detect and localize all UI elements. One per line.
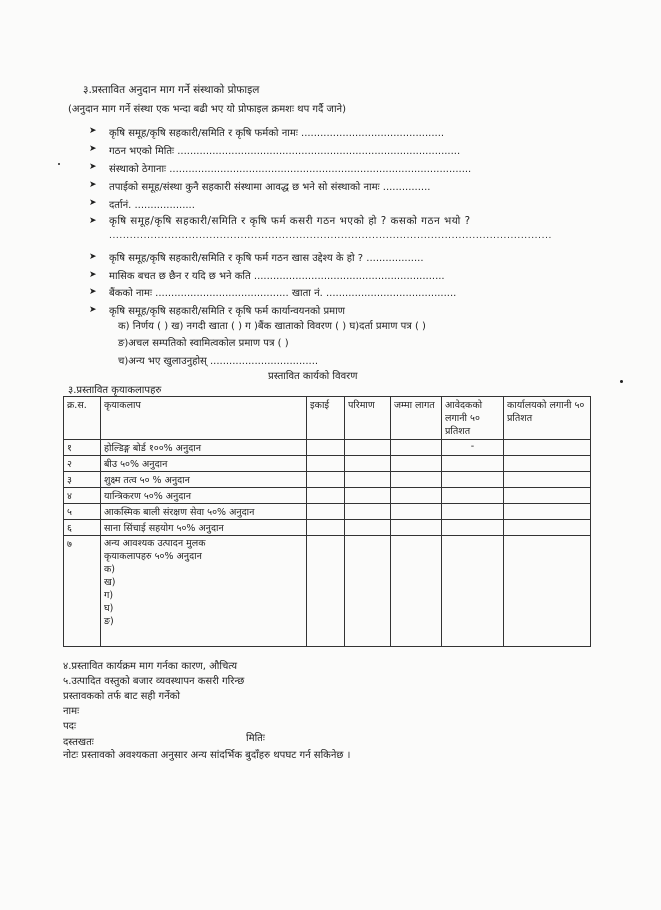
bullet-arrow-icon: ➤: [89, 216, 97, 226]
proof-options-2: ङ)अचल सम्पतिको स्वामित्वकोल प्रमाण पत्र ( ): [118, 338, 289, 349]
row-sn: २: [64, 456, 101, 472]
row-activity: यान्त्रिकरण ५०% अनुदान: [101, 488, 307, 504]
footer-post-label: पदः: [63, 721, 77, 732]
other-line: ख): [104, 577, 116, 588]
footer-line-market: ५.उत्पादित वस्तुको बजार व्यवस्थापन कसरी गरिन्छ: [63, 676, 245, 687]
section-heading: ३.प्रस्तावित अनुदान माग गर्ने संस्थाको प्रोफाइल: [83, 84, 260, 96]
row-activity: होल्डिङ्ग बोर्ड १००% अनुदान: [101, 440, 307, 456]
field-formation-how-dots: ................................................................................................................................: [109, 231, 552, 241]
other-line: अन्य आवश्यक उत्पादन मुलक: [104, 538, 206, 549]
row-sn: ४: [64, 488, 101, 504]
bullet-arrow-icon: ➤: [89, 252, 97, 262]
table-row-other: [64, 536, 591, 647]
field-registration-no: दर्तानं. ...................: [109, 200, 195, 211]
field-affiliation: तपाईको समूह/संस्था कुनै सहकारी संस्थामा आवद्ध छ भने सो संस्थाको नामः ...............: [109, 182, 431, 193]
row-sn: ६: [64, 520, 101, 536]
table-header-row: [64, 397, 591, 440]
row-sn: ५: [64, 504, 101, 520]
table-row: [64, 520, 591, 536]
field-formation-date: गठन भएको मितिः .........................................................................................: [109, 146, 461, 157]
table-row: [64, 488, 591, 504]
field-group-name: कृषि समूह/कृषि सहकारी/समिति र कृषि फर्मको नामः .............................................: [109, 128, 445, 139]
other-line: घ): [104, 603, 114, 614]
row-sn: ३: [64, 472, 101, 488]
footer-signature-label: दस्तखतः: [63, 737, 94, 748]
header-activity: कृयाकलाप: [101, 397, 307, 440]
scan-speck: [620, 380, 623, 383]
table-row: [64, 472, 591, 488]
table-caption: ३.प्रस्तावित कृयाकलापहरु: [68, 385, 162, 396]
field-address: संस्थाको ठेगानाः ...............................................................................................: [109, 164, 472, 175]
field-proof: कृषि समूह/कृषि सहकारी/समिति र कृषि फर्म कार्यान्वयनको प्रमाण: [109, 306, 345, 317]
header-total-cost: जम्मा लागत: [391, 397, 442, 440]
bullet-arrow-icon: ➤: [89, 126, 97, 136]
note-top: (अनुदान माग गर्ने संस्था एक भन्दा बढी भए यो प्रोफाइल क्रमशः थप गर्दै जाने): [68, 104, 347, 115]
header-sn: क्र.स.: [64, 397, 101, 440]
header-office-share: कार्यालयको लगानी ५० प्रतिशत: [504, 397, 591, 440]
field-formation-how: कृषि समूह/कृषि सहकारी/समिति र कृषि फर्म कसरी गठन भएको हो ? कसको गठन भयो ?: [109, 215, 471, 227]
scan-speck: [58, 163, 60, 165]
row-activity-other: [101, 536, 307, 647]
row-activity: साना सिंचाई सहयोग ५०% अनुदान: [101, 520, 307, 536]
row-applicant-share: -: [442, 440, 504, 456]
other-line: कृयाकलापहरु ५०% अनुदान: [104, 551, 202, 562]
footer-date-label: मितिः: [246, 733, 265, 744]
bullet-arrow-icon: ➤: [89, 270, 97, 280]
row-sn: १: [64, 440, 101, 456]
row-sn: ७: [64, 536, 101, 647]
other-line: ङ): [104, 616, 114, 627]
proof-options-3: च)अन्य भए खुलाउनुहोस् ..................................: [118, 356, 319, 367]
header-unit: इकाई: [307, 397, 345, 440]
row-activity: आकस्मिक बाली संरक्षण सेवा ५०% अनुदान: [101, 504, 307, 520]
row-activity: शुक्ष्म तत्व ५० % अनुदान: [101, 472, 307, 488]
bullet-arrow-icon: ➤: [89, 287, 97, 297]
proof-options-1: क) निर्णय ( ) ख) नगदी खाता ( ) ग )बैंक खाताको विवरण ( ) घ)दर्ता प्रमाण पत्र ( ): [118, 321, 426, 332]
other-line: क): [104, 564, 116, 575]
bullet-arrow-icon: ➤: [89, 305, 97, 315]
section-title: प्रस्तावित कार्यको विवरण: [268, 371, 358, 382]
header-applicant-share: आवेदकको लगानी ५० प्रतिशत: [442, 397, 504, 440]
bullet-arrow-icon: ➤: [89, 180, 97, 190]
row-activity: बीउ ५०% अनुदान: [101, 456, 307, 472]
bullet-arrow-icon: ➤: [89, 162, 97, 172]
bullet-arrow-icon: ➤: [89, 144, 97, 154]
footer-name-label: नामः: [63, 706, 80, 717]
other-line: ग): [104, 590, 114, 601]
header-quantity: परिमाण: [345, 397, 391, 440]
bullet-arrow-icon: ➤: [89, 198, 97, 208]
table-row: [64, 504, 591, 520]
footer-line-reason: ४.प्रस्तावित कार्यक्रम माग गर्नका कारण, औचित्य: [63, 661, 238, 672]
field-objective: कृषि समूह/कृषि सहकारी/समिति र कृषि फर्म गठन खास उद्देश्य के हो ? ..................: [109, 253, 424, 264]
table-row: [64, 456, 591, 472]
footer-line-signatory: प्रस्तावकको तर्फ बाट सही गर्नेको: [63, 691, 180, 702]
field-bank: बैंकको नामः .......................................... खाता नं. .........................................: [109, 288, 457, 299]
field-monthly-saving: मासिक बचत छ छैन र यदि छ भने कति ............................................................: [109, 271, 445, 282]
table-row: [64, 440, 591, 456]
footer-note: नोटः प्रस्तावको अवश्यकता अनुसार अन्य सांदर्भिक बुदाँहरु थपघट गर्न सकिनेछ ।: [63, 750, 351, 761]
activities-table: [63, 396, 591, 647]
